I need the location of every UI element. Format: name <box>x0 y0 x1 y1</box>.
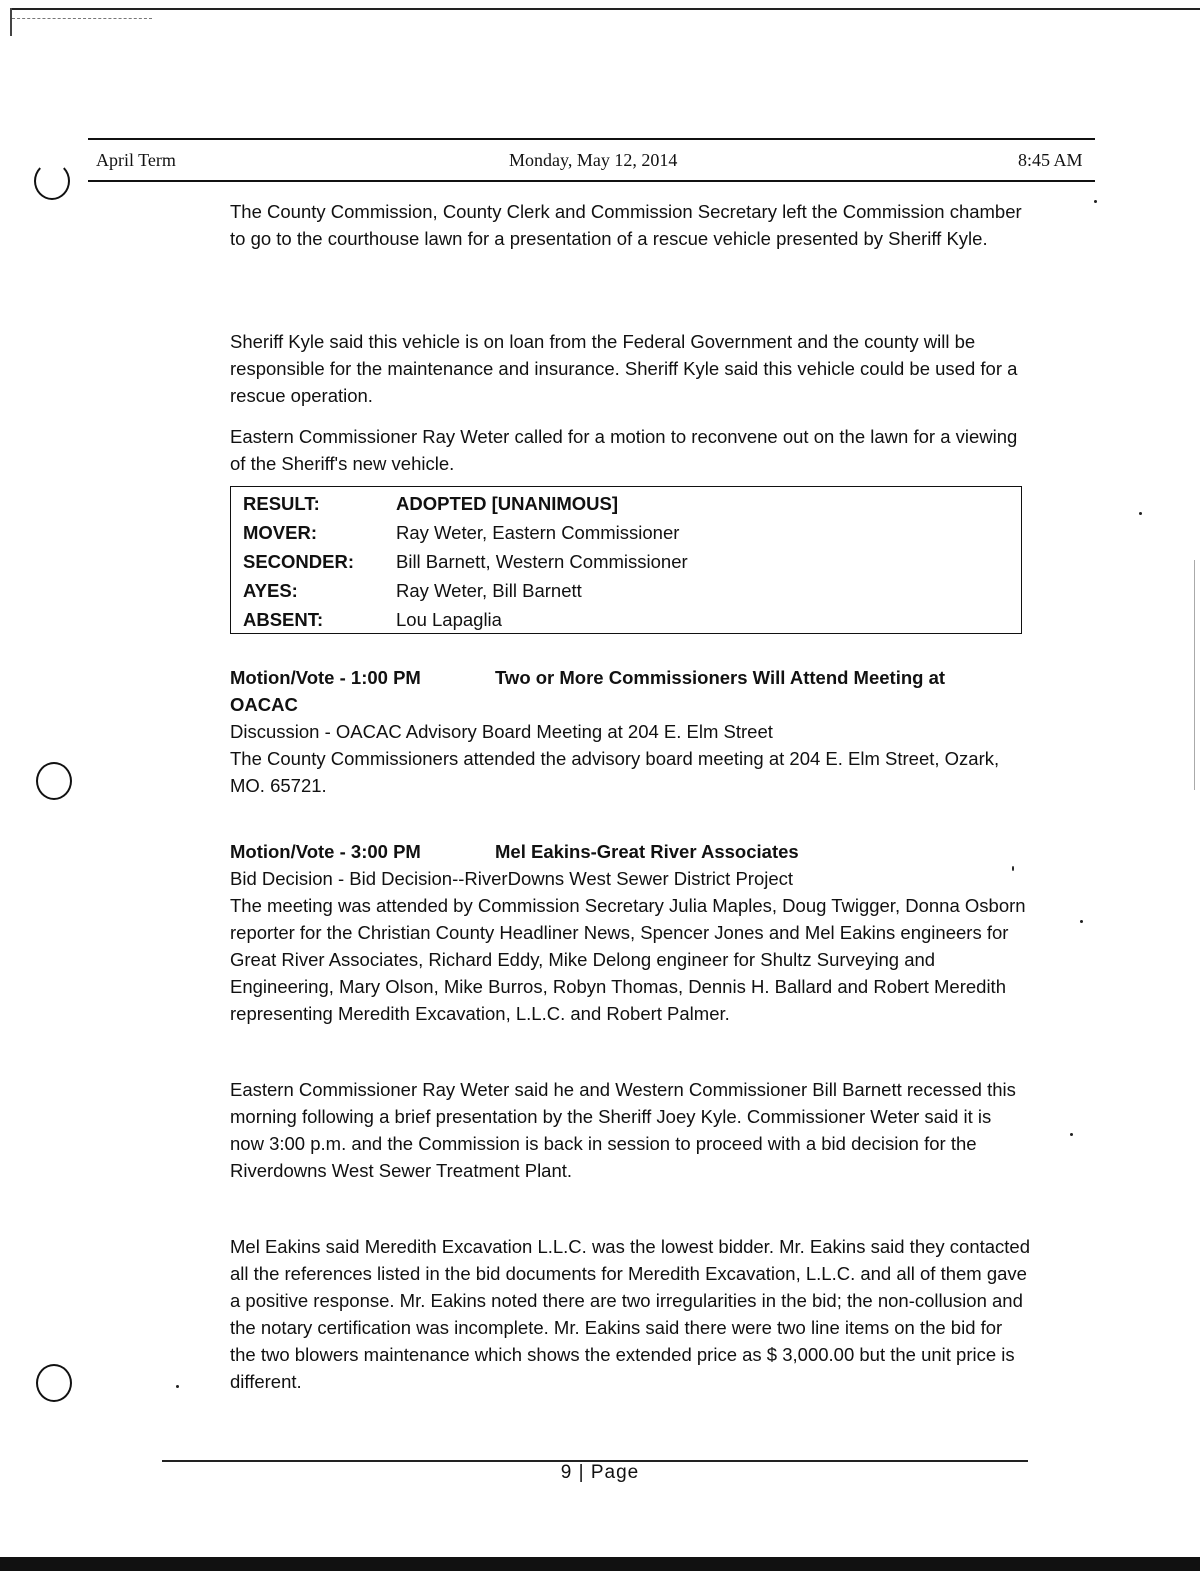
header-time: 8:45 AM <box>1018 150 1083 170</box>
item2-paragraph-2: Eastern Commissioner Ray Weter said he and Western Commissioner Bill Barnett recessed this morning following a brief presentation by the Sheriff Joey Kyle. Commissioner Weter said it is now 3:00 p.m. and the Commission is back in session to proceed with a bid decision for the Riverdowns West Sewer Treatment Plant. <box>230 1079 1016 1181</box>
item2-paragraph-3: Mel Eakins said Meredith Excavation L.L.C. was the lowest bidder. Mr. Eakins said they contacted all the references listed in the bid documents for Meredith Excavation, L.L.C. and all of them gave a positive response. Mr. Eakins noted there are two irregularities in the bid; the non-collusion and the notary certification was incomplete. Mr. Eakins said there were two line items on the bid for the two blowers maintenance which shows the extended price as $ 3,000.00 but the unit price is different. <box>230 1236 1031 1392</box>
scan-border-top <box>10 8 1200 10</box>
intro-paragraph-2: Sheriff Kyle said this vehicle is on loan from the Federal Government and the county will be responsible for the maintenance and insurance. Sheriff Kyle said this vehicle could be used for a rescue operation. <box>230 331 1018 406</box>
item1-heading-title-cont: OACAC <box>230 694 298 715</box>
scan-artifact-dash <box>12 18 152 19</box>
header-date: Monday, May 12, 2014 <box>509 150 678 170</box>
item2-heading <box>230 838 421 865</box>
vote-value: Ray Weter, Bill Barnett <box>396 580 582 601</box>
scan-speck <box>1080 920 1083 923</box>
item1-heading <box>230 664 421 691</box>
vote-value: ADOPTED [UNANIMOUS] <box>396 493 618 514</box>
item1-discussion: Discussion - OACAC Advisory Board Meeting at 204 E. Elm Street <box>230 721 773 742</box>
item2-heading-title: Mel Eakins-Great River Associates <box>495 841 799 862</box>
scan-speck <box>1094 200 1097 203</box>
vote-label: SECONDER: <box>243 551 355 572</box>
vote-value: Bill Barnett, Western Commissioner <box>396 551 688 572</box>
item2-heading-prefix: Motion/Vote - <box>230 841 351 862</box>
vote-label: ABSENT: <box>243 609 324 630</box>
scan-border-left <box>10 8 12 36</box>
item2-bid-decision: Bid Decision - Bid Decision--RiverDowns West Sewer District Project <box>230 868 794 889</box>
scan-speck <box>176 1385 179 1388</box>
header-rule-top <box>88 138 1095 140</box>
scan-edge-right <box>1194 560 1195 790</box>
item2-attendees: The meeting was attended by Commission Secretary Julia Maples, Doug Twigger, Donna Osborn reporter for the Christian County Headliner News, Spencer Jones and Mel Eakins engineers for Great River Associates, Richard Eddy, Mike Delong engineer for Shultz Surveying and Engineering, Mary Olson, Mike Burros, Robyn Thomas, Dennis H. Ballard and Robert Meredith representing Meredith Excavation, L.L.C. and Robert Palmer. <box>230 895 1026 1024</box>
punch-hole-icon <box>34 162 70 200</box>
scan-speck <box>1070 1133 1073 1136</box>
scan-speck <box>1012 866 1014 871</box>
header-term: April Term <box>96 150 176 170</box>
punch-hole-icon <box>36 762 72 800</box>
item1-heading-title: Two or More Commissioners Will Attend Meeting at <box>495 667 946 688</box>
vote-label: RESULT: <box>243 493 320 514</box>
scan-speck <box>1139 512 1142 515</box>
intro-paragraph-3: Eastern Commissioner Ray Weter called for a motion to reconvene out on the lawn for a viewing of the Sheriff's new vehicle. <box>230 426 1018 474</box>
page-number: 9 | Page <box>560 1462 640 1483</box>
intro-paragraph-1: The County Commission, County Clerk and Commission Secretary left the Commission chamber to go to the courthouse lawn for a presentation of a rescue vehicle presented by Sheriff Kyle. <box>230 201 1022 249</box>
header-rule-bottom <box>88 180 1095 182</box>
scan-border-bottom <box>0 1557 1200 1571</box>
punch-hole-icon <box>36 1364 72 1402</box>
vote-value: Ray Weter, Eastern Commissioner <box>396 522 680 543</box>
item1-body: The County Commissioners attended the advisory board meeting at 204 E. Elm Street, Ozark, MO. 65721. <box>230 748 1000 796</box>
item1-heading-time: 1:00 PM <box>350 667 421 688</box>
item1-heading-prefix: Motion/Vote - <box>230 667 351 688</box>
item2-heading-time: 3:00 PM <box>350 841 421 862</box>
vote-value: Lou Lapaglia <box>396 609 502 630</box>
vote-label: MOVER: <box>243 522 317 543</box>
vote-label: AYES: <box>243 580 298 601</box>
vote-table <box>230 486 1022 634</box>
